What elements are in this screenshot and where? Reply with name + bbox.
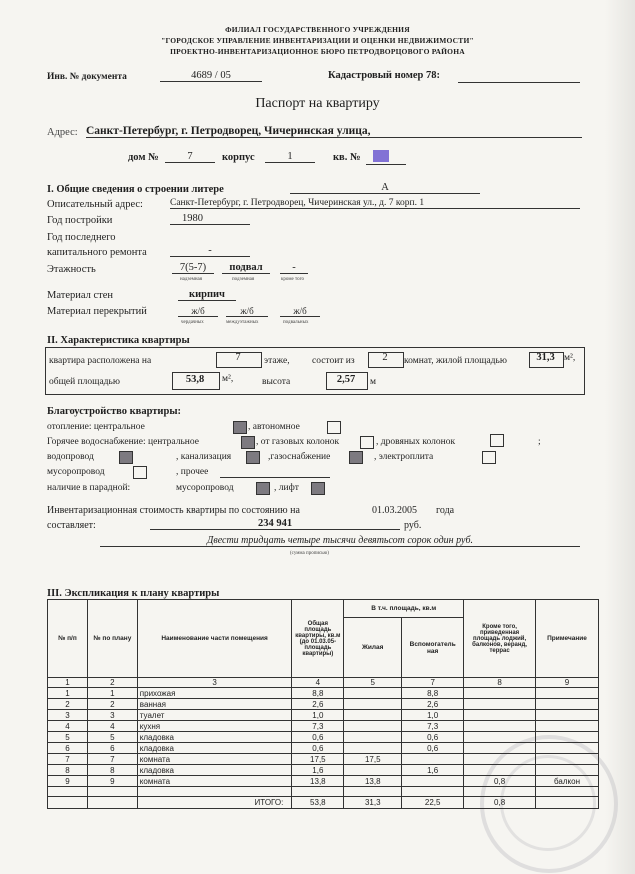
water-label: водопровод: [47, 452, 94, 462]
descriptive-address-label: Описательный адрес:: [47, 199, 143, 210]
kv-label: кв. №: [333, 152, 361, 163]
cell-total: 2,6: [292, 699, 344, 710]
lift-label: , лифт: [274, 483, 299, 493]
floors-label: Этажность: [47, 264, 96, 275]
cadastre-value-line: [458, 82, 580, 83]
cell-plan: 4: [87, 721, 137, 732]
header-name: Наименование части помещения: [137, 600, 292, 678]
cell-extra: [464, 754, 536, 765]
amenities-title: Благоустройство квартиры:: [47, 406, 182, 417]
cell-name: кухня: [137, 721, 292, 732]
header-aux: Вспомогатель ная: [402, 618, 464, 678]
hotwater-semicolon: ;: [538, 437, 541, 447]
garbage2-checkbox[interactable]: [256, 482, 270, 495]
repair-value: -: [170, 245, 250, 257]
cell-n: 2: [48, 699, 88, 710]
cell-extra: [464, 721, 536, 732]
cell-aux: 0,6: [402, 743, 464, 754]
rooms-text: состоит из: [312, 356, 355, 366]
cell-note: [536, 710, 599, 721]
house-value: 7: [165, 151, 215, 163]
header-line-3: ПРОЕКТНО-ИНВЕНТАРИЗАЦИОННОЕ БЮРО ПЕТРОДВОРЦОВОГО РАЙОНА: [170, 47, 465, 56]
cell-total: 1,6: [292, 765, 344, 776]
cell-extra: [464, 743, 536, 754]
hotwater-label: Горячее водоснабжение: центральное: [47, 437, 199, 447]
kv-value-line: [366, 164, 406, 165]
basement-value: подвал: [222, 262, 270, 274]
wood-columns-label: , дровяных колонок: [376, 437, 456, 447]
cell-n: 4: [48, 721, 88, 732]
cell-aux: 0,6: [402, 732, 464, 743]
cell-living: [344, 688, 402, 699]
year-built-label: Год постройки: [47, 215, 113, 226]
cell-note: [536, 754, 599, 765]
garbage-label: мусоропровод: [47, 467, 105, 477]
cell-aux: 1,6: [402, 765, 464, 776]
total-row-label: ИТОГО:: [137, 797, 292, 809]
cell-note: [536, 765, 599, 776]
year-built-value: 1980: [170, 213, 250, 225]
header-line-2: "ГОРОДСКОЕ УПРАВЛЕНИЕ ИНВЕНТАРИЗАЦИИ И ОЦЕНКИ НЕДВИЖИМОСТИ": [161, 36, 474, 45]
table-row: [48, 710, 599, 721]
header-npp: № п/п: [48, 600, 88, 678]
total-row-total: 53,8: [292, 797, 344, 809]
height-value: 2,57: [336, 374, 356, 385]
cost-amount: 234 941: [150, 518, 400, 530]
wood-columns-checkbox[interactable]: [490, 434, 504, 447]
floors-sub: надземная: [180, 277, 203, 282]
cell-plan: 3: [87, 710, 137, 721]
section1-title: I. Общие сведения о строении литере: [47, 184, 224, 195]
colnum: 7: [402, 678, 464, 688]
table-row: [48, 776, 599, 787]
header-line-1: ФИЛИАЛ ГОСУДАРСТВЕННОГО УЧРЕЖДЕНИЯ: [225, 25, 410, 34]
rooms-value: 2: [382, 352, 388, 363]
cell-living: [344, 710, 402, 721]
cell-plan: 8: [87, 765, 137, 776]
cell-living: [344, 732, 402, 743]
cell-note: [536, 699, 599, 710]
gas-columns-checkbox[interactable]: [360, 436, 374, 449]
cell-extra: [464, 765, 536, 776]
cell-plan: 1: [87, 688, 137, 699]
cell-total: 13,8: [292, 776, 344, 787]
cadastre-label: Кадастровый номер 78:: [328, 70, 440, 81]
cost-year-word: года: [436, 505, 455, 516]
cell-aux: [402, 754, 464, 765]
cell-extra: [464, 732, 536, 743]
total-row-aux: 22,5: [402, 797, 464, 809]
heating-central-checkbox[interactable]: [233, 421, 247, 434]
colnum: 1: [48, 678, 88, 688]
colnum: 9: [536, 678, 599, 688]
cell-name: комната: [137, 776, 292, 787]
cell-name: ванная: [137, 699, 292, 710]
gas-label: ,газоснабжение: [268, 452, 331, 462]
cell-aux: 1,0: [402, 710, 464, 721]
cell-plan: 2: [87, 699, 137, 710]
ceil-sub-3: подвальных: [283, 320, 309, 325]
inv-label: Инв. № документа: [47, 72, 127, 82]
table-row: [48, 688, 599, 699]
height-unit: м: [370, 377, 377, 387]
cost-label: Инвентаризационная стоимость квартиры по состоянию на: [47, 505, 300, 516]
header-total: Общая площадь квартиры, кв.м (до 01.03.05- площадь квартиры): [292, 600, 344, 678]
table-row: [48, 699, 599, 710]
basement-sub: подземная: [232, 277, 255, 282]
cell-note: [536, 732, 599, 743]
cell-aux: 7,3: [402, 721, 464, 732]
walls-value: кирпич: [178, 289, 236, 301]
cell-n: 7: [48, 754, 88, 765]
total-row-living: 31,3: [344, 797, 402, 809]
walls-label: Материал стен: [47, 290, 113, 301]
living-value: 31,3: [536, 352, 555, 363]
cell-note: [536, 743, 599, 754]
cell-note: [536, 721, 599, 732]
cell-note: балкон: [536, 776, 599, 787]
section3-title: III. Экспликация к плану квартиры: [47, 588, 220, 599]
korpus-label: корпус: [222, 152, 255, 163]
cell-plan: 5: [87, 732, 137, 743]
entrance-label: наличие в парадной:: [47, 483, 131, 493]
litera-value: А: [290, 182, 480, 194]
height-text: высота: [262, 377, 291, 387]
table-row: [48, 754, 599, 765]
section2-frame: [45, 347, 585, 395]
floor-text: квартира расположена на: [49, 356, 152, 366]
cell-aux: 8,8: [402, 688, 464, 699]
garbage2-label: мусоропровод: [176, 483, 234, 493]
address-label: Адрес:: [47, 127, 78, 138]
heating-label: отопление: центральное: [47, 422, 145, 432]
cell-living: [344, 765, 402, 776]
roof-sub: кроме того: [281, 277, 305, 282]
cell-n: 8: [48, 765, 88, 776]
table-row: [48, 721, 599, 732]
cell-total: 8,8: [292, 688, 344, 699]
cell-n: 9: [48, 776, 88, 787]
cell-aux: [402, 776, 464, 787]
cell-living: [344, 699, 402, 710]
cell-living: [344, 743, 402, 754]
cell-note: [536, 688, 599, 699]
cell-aux: 2,6: [402, 699, 464, 710]
cost-currency: руб.: [404, 520, 422, 531]
inv-value: 4689 / 05: [160, 70, 262, 82]
repair-label-1: Год последнего: [47, 232, 116, 243]
total-unit: м²,: [222, 374, 234, 384]
cost-words-sub: (сумма прописью): [290, 551, 329, 556]
cell-n: 3: [48, 710, 88, 721]
table-row: [48, 765, 599, 776]
hotwater-central-checkbox[interactable]: [241, 436, 255, 449]
cell-name: прихожая: [137, 688, 292, 699]
cell-total: 7,3: [292, 721, 344, 732]
living-unit: м²,: [564, 353, 576, 363]
table-row: [48, 732, 599, 743]
gas-columns-label: , от газовых колонок: [256, 437, 340, 447]
cell-total: 17,5: [292, 754, 344, 765]
total-value: 53,8: [185, 374, 205, 385]
colnum: 2: [87, 678, 137, 688]
lift-checkbox[interactable]: [311, 482, 325, 495]
cell-total: 1,0: [292, 710, 344, 721]
colnum: 8: [464, 678, 536, 688]
living-text: комнат, жилой площадью: [404, 356, 507, 366]
header-plan: № по плану: [87, 600, 137, 678]
document-title: Паспорт на квартиру: [255, 96, 380, 111]
scan-shadow: [605, 0, 635, 874]
cell-name: туалет: [137, 710, 292, 721]
cell-total: 0,6: [292, 732, 344, 743]
total-row-extra: 0,8: [464, 797, 536, 809]
other-label: , прочее: [176, 467, 209, 477]
floors-value: 7(5-7): [172, 262, 214, 274]
floor-value: 7: [235, 352, 241, 363]
cell-name: комната: [137, 754, 292, 765]
cell-plan: 7: [87, 754, 137, 765]
ceil-value-3: ж/б: [280, 306, 320, 317]
section2-title: II. Характеристика квартиры: [47, 335, 190, 346]
cost-words: Двести тридцать четыре тысячи девятьсот сорок один руб.: [100, 535, 580, 547]
ceil-label: Материал перекрытий: [47, 306, 147, 317]
korpus-value: 1: [265, 151, 315, 163]
cell-extra: [464, 699, 536, 710]
cell-extra: [464, 710, 536, 721]
total-text: общей площадью: [49, 377, 120, 387]
house-label: дом №: [128, 152, 159, 163]
table-row: [48, 743, 599, 754]
ceil-sub-1: чердачных: [181, 320, 204, 325]
explication-table: [47, 599, 599, 809]
cost-amount-label: составляет:: [47, 520, 96, 531]
sewer-checkbox[interactable]: [246, 451, 260, 464]
cell-name: кладовка: [137, 732, 292, 743]
address-value: Санкт-Петербург, г. Петродворец, Чичеринская улица,: [86, 125, 582, 138]
cell-plan: 6: [87, 743, 137, 754]
ceil-sub-2: междуэтажных: [226, 320, 259, 325]
colnum: 4: [292, 678, 344, 688]
roof-value: -: [280, 262, 308, 274]
cell-extra: [464, 688, 536, 699]
colnum: 3: [137, 678, 292, 688]
ceil-value-2: ж/б: [226, 306, 268, 317]
garbage-checkbox[interactable]: [133, 466, 147, 479]
cell-plan: 9: [87, 776, 137, 787]
cell-name: кладовка: [137, 743, 292, 754]
header-incl: В т.ч. площадь, кв.м: [344, 600, 464, 618]
colnum: 5: [344, 678, 402, 688]
header-note: Примечание: [536, 600, 599, 678]
autonomous-label: , автономное: [248, 422, 300, 432]
cell-living: 17,5: [344, 754, 402, 765]
header-living: Жилая: [344, 618, 402, 678]
floor-text-2: этаже,: [264, 356, 290, 366]
cell-total: 0,6: [292, 743, 344, 754]
electric-checkbox[interactable]: [482, 451, 496, 464]
repair-label-2: капитального ремонта: [47, 247, 147, 258]
ceil-value-1: ж/б: [178, 306, 218, 317]
cost-date: 01.03.2005: [372, 505, 417, 516]
cell-extra: 0,8: [464, 776, 536, 787]
sewer-label: , канализация: [176, 452, 232, 462]
header-extra: Кроме того, приведенная площадь лоджий, балконов, веранд, террас: [464, 600, 536, 678]
other-line: [220, 477, 330, 478]
cell-living: [344, 721, 402, 732]
kv-value-redaction: [373, 150, 389, 162]
electric-label: , электроплита: [374, 452, 434, 462]
cell-name: кладовка: [137, 765, 292, 776]
cell-living: 13,8: [344, 776, 402, 787]
gas-checkbox[interactable]: [349, 451, 363, 464]
cell-n: 1: [48, 688, 88, 699]
cell-n: 6: [48, 743, 88, 754]
heating-autonomous-checkbox[interactable]: [327, 421, 341, 434]
water-checkbox[interactable]: [119, 451, 133, 464]
descriptive-address-value: Санкт-Петербург, г. Петродворец, Чичеринская ул., д. 7 корп. 1: [170, 198, 580, 209]
cell-n: 5: [48, 732, 88, 743]
